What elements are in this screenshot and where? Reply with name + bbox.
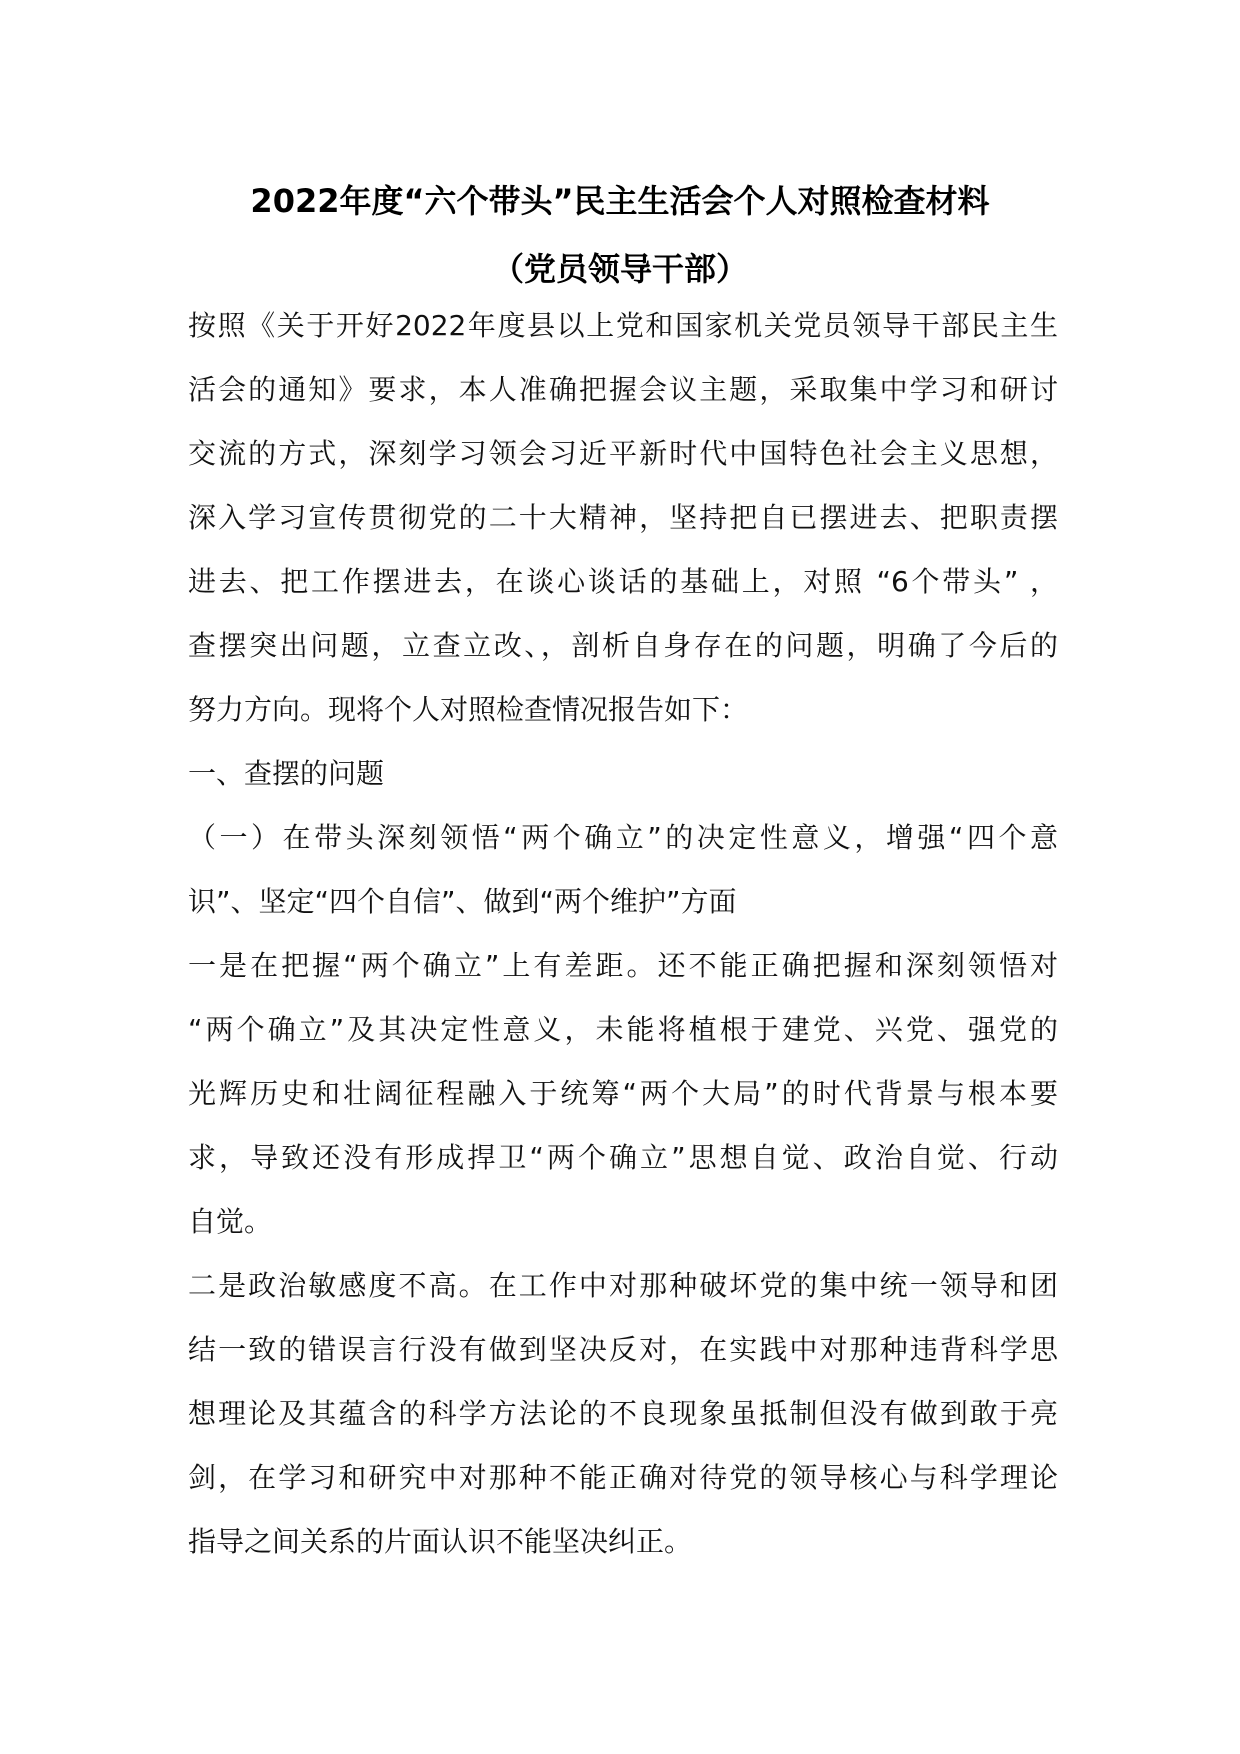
document-title: 2022年度“六个带头”民主生活会个人对照检查材料 [250,182,990,220]
point-two-line: 二是政治敏感度不高。在工作中对那种破坏党的集中统一领导和团 [188,1269,1058,1302]
intro-paragraph-line: 按照《关于开好2022年度县以上党和国家机关党员领导干部民主生 [188,309,1058,342]
point-two-line: 想理论及其蕴含的科学方法论的不良现象虽抵制但没有做到敢于亮 [188,1397,1058,1430]
intro-paragraph-line: 活会的通知》要求，本人准确把握会议主题，采取集中学习和研讨 [188,373,1058,406]
point-one-line: 光辉历史和壮阔征程融入于统筹“两个大局”的时代背景与根本要 [188,1077,1058,1110]
subsection-heading: 识”、坚定“四个自信”、做到“两个维护”方面 [188,885,737,918]
intro-paragraph-line: 交流的方式，深刻学习领会习近平新时代中国特色社会主义思想， [188,437,1058,470]
subsection-heading: （一）在带头深刻领悟“两个确立”的决定性意义，增强“四个意 [188,821,1058,854]
section-heading: 一、查摆的问题 [188,757,385,790]
point-one-line: “两个确立”及其决定性意义，未能将植根于建党、兴党、强党的 [188,1013,1058,1046]
point-two-line: 指导之间关系的片面认识不能坚决纠正。 [188,1525,693,1558]
intro-paragraph-line: 进去、把工作摆进去，在谈心谈话的基础上，对照 “6个带头” ， [188,565,1058,598]
intro-paragraph-line: 查摆突出问题，立查立改、，剖析自身存在的问题，明确了今后的 [188,629,1058,662]
point-one-line: 求，导致还没有形成捍卫“两个确立”思想自觉、政治自觉、行动 [188,1141,1058,1174]
point-two-line: 剑，在学习和研究中对那种不能正确对待党的领导核心与科学理论 [188,1461,1058,1494]
intro-paragraph-line: 深入学习宣传贯彻党的二十大精神，坚持把自已摆进去、把职责摆 [188,501,1058,534]
point-one-line: 一是在把握“两个确立”上有差距。还不能正确把握和深刻领悟对 [188,949,1058,982]
document-subtitle: （党员领导干部） [491,250,748,288]
point-one-line: 自觉。 [188,1205,273,1238]
intro-paragraph-line: 努力方向。现将个人对照检查情况报告如下： [188,693,749,726]
point-two-line: 结一致的错误言行没有做到坚决反对，在实践中对那种违背科学思 [188,1333,1058,1366]
